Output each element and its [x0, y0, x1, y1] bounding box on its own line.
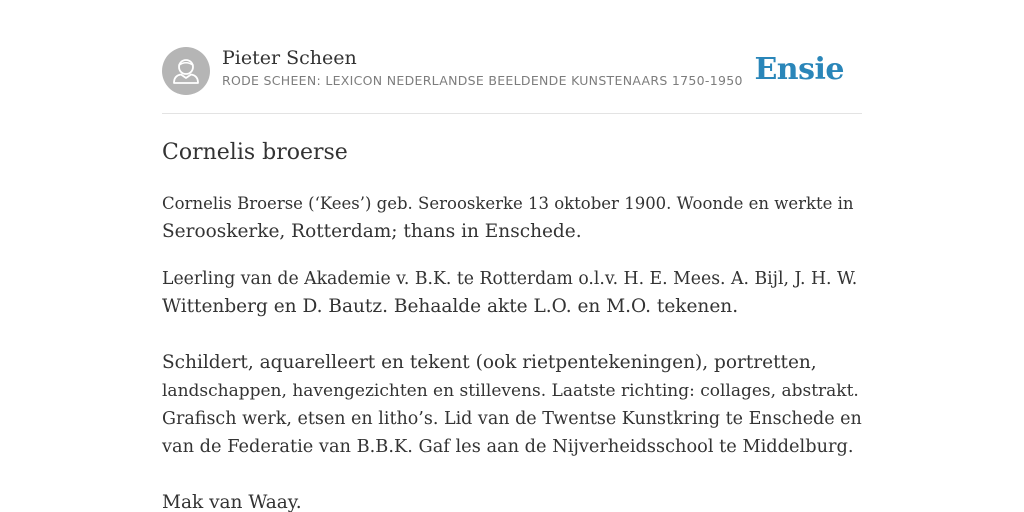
article-body	[162, 190, 862, 512]
paragraph-3	[162, 349, 862, 461]
paragraph-line: Schildert, aquarelleert en tekent (ook rietpentekeningen), portretten,	[162, 352, 817, 373]
author-name[interactable]: Pieter Scheen	[222, 47, 357, 69]
paragraph-1	[162, 190, 862, 246]
article-title: Cornelis broerse	[162, 140, 348, 165]
paragraph-4	[162, 489, 862, 512]
paragraph-line: landschappen, havengezichten en stillevens. Laatste richting: collages, abstrakt.	[162, 381, 859, 401]
ensie-logo-link[interactable]: Ensie	[754, 52, 844, 87]
user-silhouette-icon	[162, 47, 210, 95]
author-avatar[interactable]	[162, 47, 210, 95]
source-label[interactable]: RODE SCHEEN: LEXICON NEDERLANDSE BEELDENDE KUNSTENAARS 1750-1950	[222, 73, 743, 88]
paragraph-line: van de Federatie van B.B.K. Gaf les aan de Nijverheidsschool te Middelburg.	[162, 437, 854, 457]
paragraph-line: Mak van Waay.	[162, 492, 302, 512]
paragraph-line: Cornelis Broerse (‘Kees’) geb. Serooskerke 13 oktober 1900. Woonde en werkte in	[162, 194, 854, 213]
author-block	[222, 46, 743, 89]
paragraph-line: Serooskerke, Rotterdam; thans in Enschede.	[162, 221, 582, 242]
paragraph-line: Leerling van de Akademie v. B.K. te Rotterdam o.l.v. H. E. Mees. A. Bijl, J. H. W.	[162, 269, 858, 289]
paragraph-line: Grafisch werk, etsen en litho’s. Lid van de Twentse Kunstkring te Enschede en	[162, 409, 862, 429]
paragraph-2	[162, 265, 862, 321]
header-divider	[162, 113, 862, 114]
article-header	[162, 46, 862, 96]
paragraph-line: Wittenberg en D. Bautz. Behaalde akte L.O. en M.O. tekenen.	[162, 296, 739, 317]
